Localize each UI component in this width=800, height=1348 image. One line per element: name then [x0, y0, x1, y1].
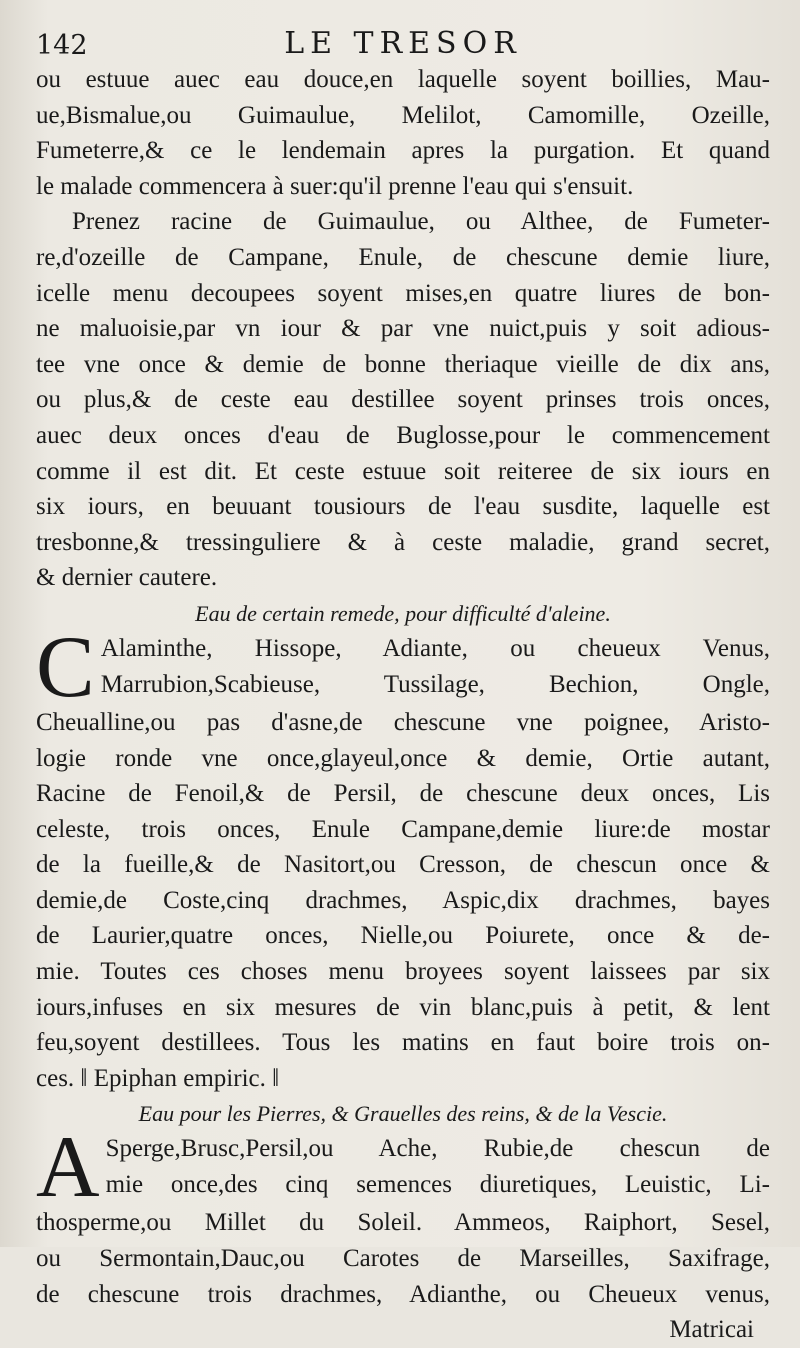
text-line: re,d'ozeille de Campane, Enule, de chescune demie liure, — [36, 243, 770, 271]
text-line: iours,infuses en six mesures de vin blanc,puis à petit, & lent — [36, 993, 770, 1021]
text-line: Fumeterre,& ce le lendemain apres la purgation. Et quand — [36, 137, 770, 165]
paragraph-2 — [36, 204, 770, 596]
section-pierres-grauelles — [36, 1096, 770, 1347]
text-line: feu,soyent destillees. Tous les matins en faut boire trois on- — [36, 1029, 770, 1057]
text-block — [36, 62, 770, 1348]
text-line: celeste, trois onces, Enule Campane,demie liure:de mostar — [36, 815, 770, 843]
paragraph-1 — [36, 62, 770, 204]
page-header — [36, 22, 770, 62]
text-line: de chescune trois drachmes, Adianthe, ou Cheueux venus, — [36, 1280, 770, 1308]
text-line: Alaminthe, Hissope, Adiante, ou cheueux Venus, — [100, 634, 770, 662]
catchword: Matricai — [669, 1316, 754, 1344]
text-line: mie once,des cinq semences diuretiques, Leuistic, Li- — [105, 1171, 770, 1199]
text-line: ou estuue auec eau douce,en laquelle soyent boillies, Mau- — [36, 66, 770, 93]
text-line: mie. Toutes ces choses menu broyees soyent laissees par six — [36, 958, 770, 986]
text-line: logie ronde vne once,glayeul,once & demie, Ortie autant, — [36, 744, 770, 772]
text-line: auec deux onces d'eau de Buglosse,pour le commencement — [36, 421, 770, 449]
text-line: comme il est dit. Et ceste estuue soit reiteree de six iours en — [36, 457, 770, 485]
text-line: tee vne once & demie de bonne theriaque vieille de dix ans, — [36, 350, 770, 378]
text-line: demie,de Coste,cinq drachmes, Aspic,dix drachmes, bayes — [36, 886, 770, 914]
text-line: thosperme,ou Millet du Soleil. Ammeos, Raiphort, Sesel, — [36, 1209, 770, 1237]
text-line: ou plus,& de ceste eau destillee soyent prinses trois onces, — [36, 386, 770, 414]
text-line: le malade commencera à suer:qu'il prenne l'eau qui s'ensuit. — [36, 172, 634, 200]
running-head: LE TRESOR — [284, 26, 522, 61]
text-line: ces. ‖ Epiphan empiric. ‖ — [36, 1064, 280, 1092]
text-line: Cheualline,ou pas d'asne,de chescune vne poignee, Aristo- — [36, 708, 770, 736]
page-number: 142 — [36, 30, 88, 61]
text-line: Prenez racine de Guimaulue, ou Althee, de Fumeter- — [72, 208, 770, 236]
text-line: Marrubion,Scabieuse, Tussilage, Bechion, Ongle, — [100, 670, 770, 698]
text-line: ou Sermontain,Dauc,ou Carotes de Marseilles, Saxifrage, — [36, 1245, 770, 1273]
text-line: six iours, en beuuant tousiours de l'eau susdite, laquelle est — [36, 493, 770, 521]
text-line: ue,Bismalue,ou Guimaulue, Melilot, Camomille, Ozeille, — [36, 101, 770, 129]
drop-cap: A — [36, 1119, 100, 1217]
text-line: ne maluoisie,par vn iour & par vne nuict,puis y soit adious- — [36, 315, 770, 343]
text-line: tresbonne,& tressinguliere & à ceste maladie, grand secret, — [36, 528, 770, 556]
section-heading: Eau pour les Pierres, & Grauelles des reins, & de la Vescie. — [138, 1101, 668, 1127]
text-line: Racine de Fenoil,& de Persil, de chescune deux onces, Lis — [36, 780, 770, 808]
section-heading: Eau de certain remede, pour difficulté d'aleine. — [195, 600, 611, 626]
text-line: de Laurier,quatre onces, Nielle,ou Poiurete, once & de- — [36, 922, 770, 950]
section-remede-aleine — [36, 596, 770, 1097]
drop-cap: C — [36, 618, 95, 716]
text-line: Sperge,Brusc,Persil,ou Ache, Rubie,de chescun de — [105, 1135, 770, 1163]
text-line: & dernier cautere. — [36, 564, 218, 592]
text-line: de la fueille,& de Nasitort,ou Cresson, de chescun once & — [36, 851, 770, 879]
text-line: icelle menu decoupees soyent mises,en quatre liures de bon- — [36, 279, 770, 307]
